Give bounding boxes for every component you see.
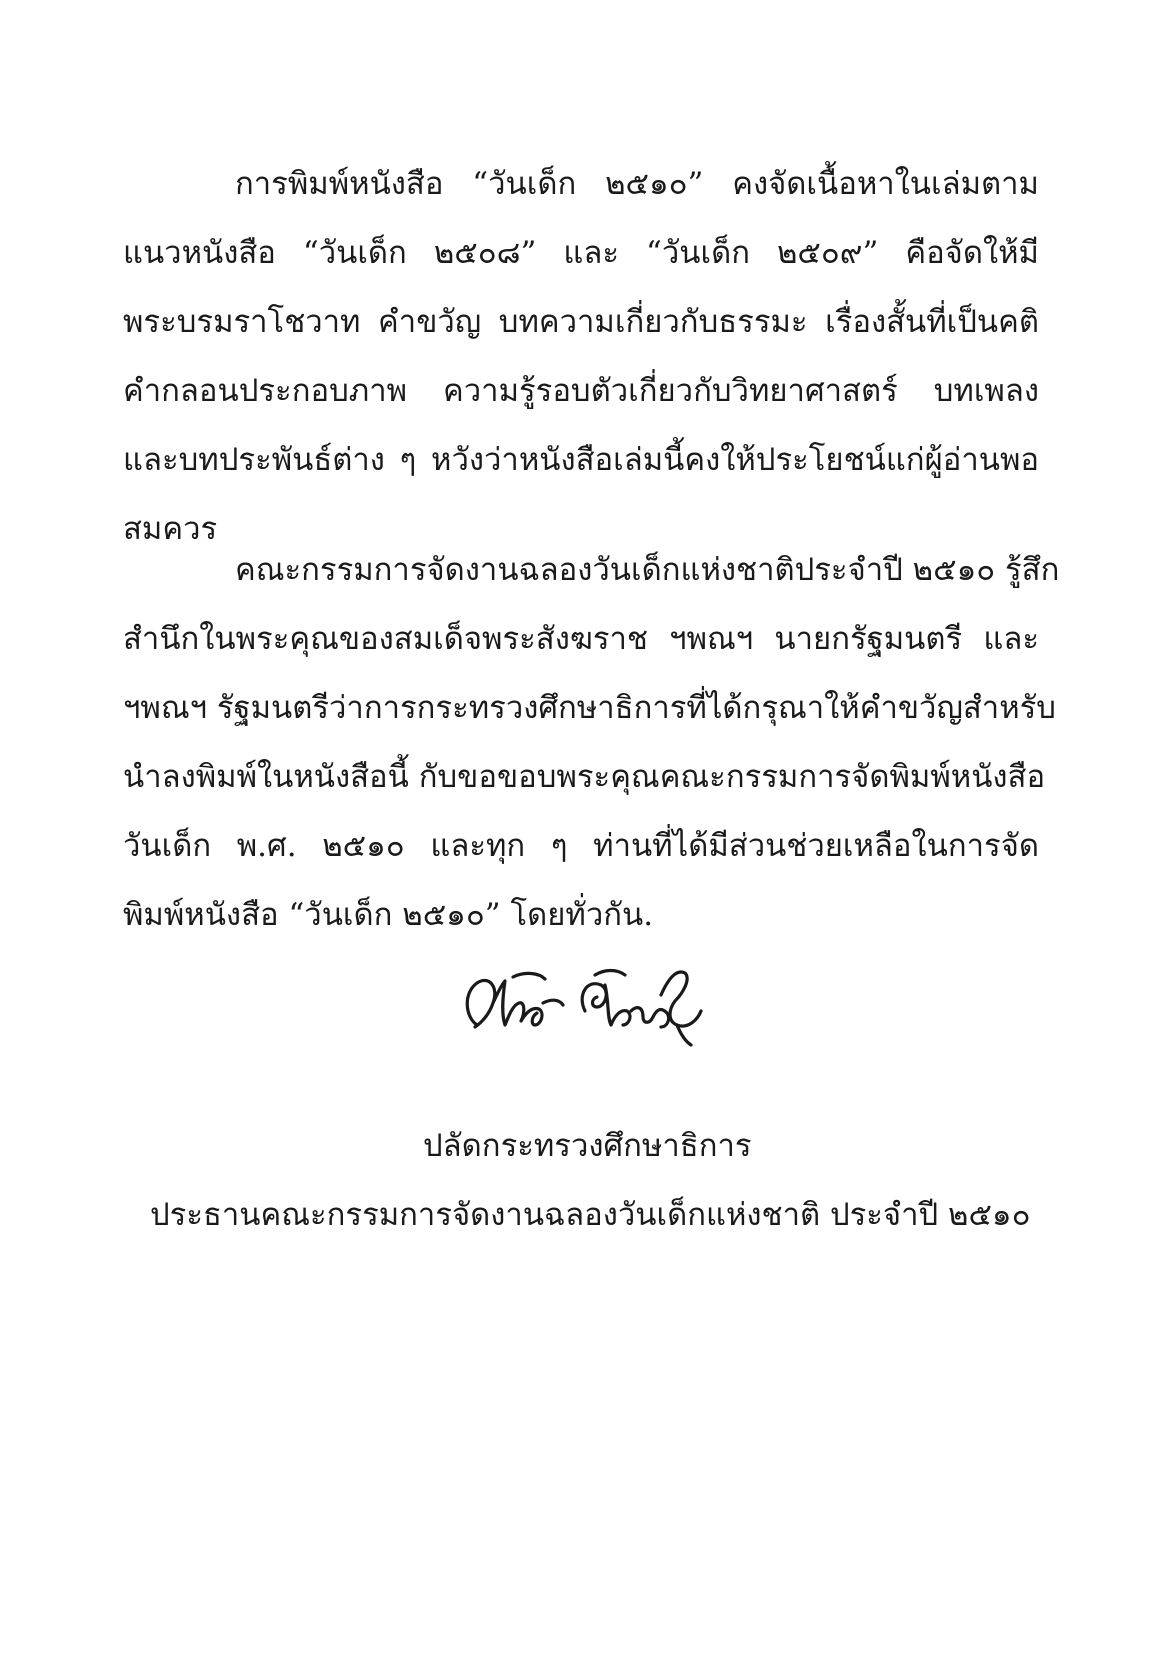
- signer-role: ประธานคณะกรรมการจัดงานฉลองวันเด็กแห่งชาติ ประจำปี ๒๕๑๐: [150, 1197, 1031, 1233]
- paragraph-line: พระบรมราโชวาท คำขวัญ บทความเกี่ยวกับธรรมะ เรื่องสั้นที่เป็นคติ: [123, 304, 1039, 340]
- paragraph-line: และบทประพันธ์ต่าง ๆ หวังว่าหนังสือเล่มนี้คงให้ประโยชน์แก่ผู้อ่านพอ: [123, 442, 1039, 478]
- paragraph-acknowledgement: [123, 536, 1060, 950]
- paragraph-line: สำนึกในพระคุณของสมเด็จพระสังฆราช ฯพณฯ นายกรัฐมนตรี และ: [123, 621, 1039, 657]
- handwritten-signature-icon: [455, 955, 710, 1050]
- paragraph-line: นำลงพิมพ์ในหนังสือนี้ กับขอขอบพระคุณคณะกรรมการจัดพิมพ์หนังสือ: [123, 759, 1046, 795]
- paragraph-line: ฯพณฯ รัฐมนตรีว่าการกระทรวงศึกษาธิการที่ได้กรุณาให้คำขวัญสำหรับ: [123, 690, 1056, 726]
- paragraph-line: คำกลอนประกอบภาพ ความรู้รอบตัวเกี่ยวกับวิทยาศาสตร์ บทเพลง: [123, 373, 1039, 409]
- paragraph-line: สมควร: [123, 511, 218, 547]
- paragraph-line: การพิมพ์หนังสือ “วันเด็ก ๒๕๑๐” คงจัดเนื้อหาในเล่มตาม: [235, 166, 1039, 202]
- paragraph-line: คณะกรรมการจัดงานฉลองวันเด็กแห่งชาติประจำปี ๒๕๑๐ รู้สึก: [235, 552, 1060, 588]
- paragraph-line: พิมพ์หนังสือ “วันเด็ก ๒๕๑๐” โดยทั่วกัน.: [123, 897, 654, 933]
- paragraph-line: แนวหนังสือ “วันเด็ก ๒๕๐๘” และ “วันเด็ก ๒๕๐๙” คือจัดให้มี: [123, 235, 1039, 271]
- signer-title: ปลัดกระทรวงศึกษาธิการ: [423, 1128, 752, 1164]
- paragraph-line: วันเด็ก พ.ศ. ๒๕๑๐ และทุก ๆ ท่านที่ได้มีส่วนช่วยเหลือในการจัด: [123, 828, 1039, 864]
- paragraph-intro: [123, 150, 1039, 564]
